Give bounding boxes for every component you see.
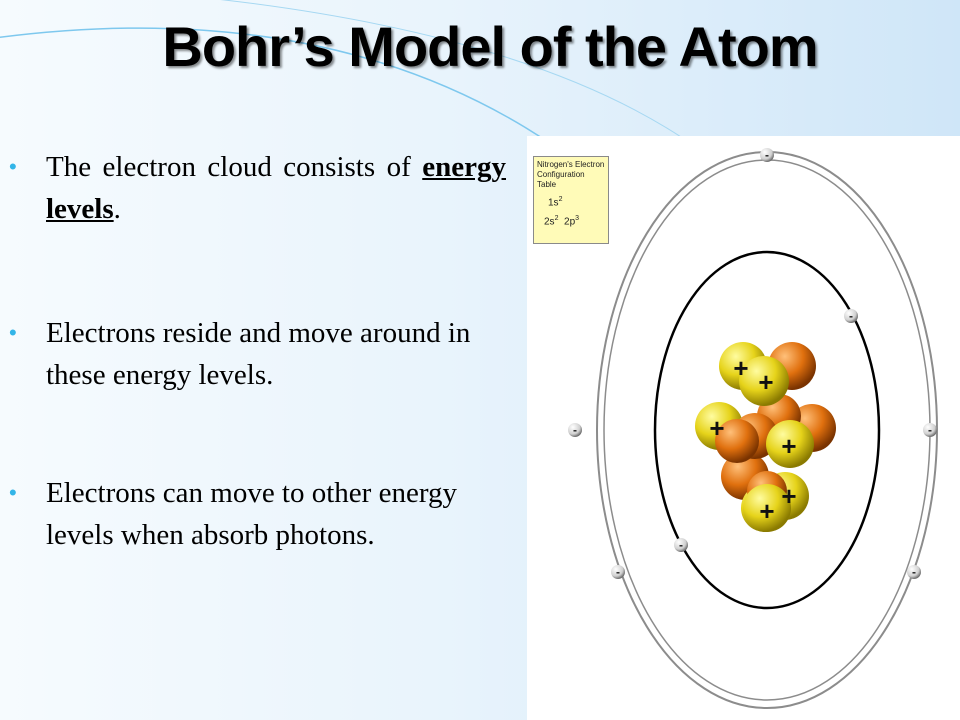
configuration-row <box>534 194 608 209</box>
configuration-table <box>533 156 609 244</box>
electron-sign: - <box>912 565 916 579</box>
bullet-marker: • <box>9 320 17 345</box>
bullet-emphasis: energy levels <box>46 151 506 225</box>
electron-sign: - <box>765 148 769 162</box>
bullet-item <box>9 146 506 230</box>
proton-plus: + <box>733 353 749 383</box>
electron-sign: - <box>849 309 853 323</box>
bullet-item <box>9 472 506 556</box>
orbital-2s-exponent: 2 <box>554 215 559 223</box>
proton-plus: + <box>781 481 797 511</box>
orbital-2p: 2p <box>564 216 576 228</box>
configuration-row <box>534 213 608 228</box>
bullet-marker: • <box>9 480 17 505</box>
proton-plus: + <box>759 496 775 526</box>
bullet-text: Electrons can move to other energy levels when absorb photons. <box>46 477 457 551</box>
orbital-1s: 1s <box>548 197 559 209</box>
electron-sign: - <box>616 565 620 579</box>
proton-plus: + <box>758 367 774 397</box>
bullet-text: The electron cloud consists of <box>46 151 423 183</box>
electron-sign: - <box>679 538 683 552</box>
slide-title: Bohr’s Model of the Atom <box>162 15 818 78</box>
atom-diagram <box>527 136 960 720</box>
bullet-text: Electrons reside and move around in these energy levels. <box>46 317 471 391</box>
orbital-1s-exponent: 2 <box>558 196 563 203</box>
orbital-2s: 2s <box>544 216 555 228</box>
proton-plus: + <box>709 413 725 443</box>
orbital-2p-exponent: 3 <box>575 215 580 223</box>
electron-sign: - <box>573 423 577 437</box>
bullet-marker: • <box>9 154 17 179</box>
bullet-item <box>9 312 506 396</box>
bullet-text-end: . <box>113 193 121 225</box>
electron-sign: - <box>928 423 932 437</box>
configuration-heading: Nitrogen's Electron Configuration Table <box>537 160 605 189</box>
proton-plus: + <box>781 431 797 461</box>
